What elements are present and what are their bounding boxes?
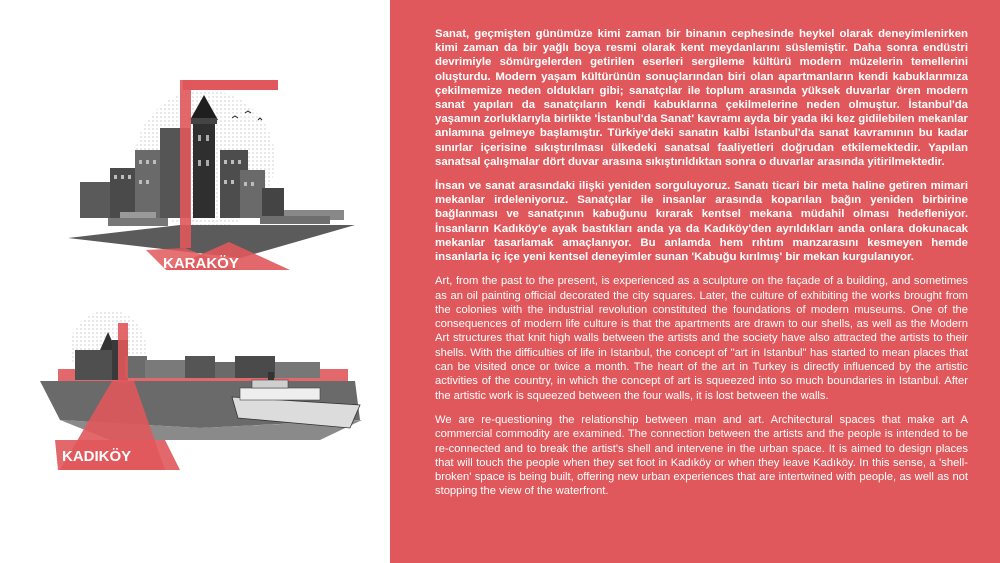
karakoy-collage (68, 80, 355, 272)
karakoy-red-bar (180, 80, 191, 248)
collage-illustrations (0, 0, 390, 563)
paragraph-turkish-1: Sanat, geçmişten günümüze kimi zaman bir binanın cephesinde heykel olarak deneyimlenirken kimi zaman da bir yağlı boya resmi olarak kent meydanlarını süslemiştir. Daha sonra endüstri devrimiyle sömürgelerden getirilen eserleri sergileme kültürü modern müzelerin temellerini oluşturdu. Modern yaşam kültürünün sonuçlarından biri olan apartmanların kendi kabuklarımıza çekilmemize neden oldukları gibi; sanatçılar ile toplum arasında yüksek duvarlar ören modern sanat yapıları da sanatçıların kendi kabuklarına çekilmelerine neden olmuştur. İstanbul'da yaşamın zorluklarıyla birlikte 'İstanbul'da Sanat' kavramı ayda bir yada iki kez gidilebilen mekanlar anlamına gelmeye başlamıştır. Türkiye'deki sanatın kalbi İstanbul'da sanat kavramının bu kadar sınırlar içerisine sıkıştırılması ülkedeki sanatsal faaliyetleri doğrudan etkilemektedir. Yapılan sanatsal çalışmalar dört duvar arasına sıkıştırıldıktan sonra o duvarlar arasında yitirilmektedir. (435, 28, 968, 168)
kadikoy-collage (40, 310, 362, 470)
ferry-shape-2 (260, 216, 330, 224)
kadikoy-label: KADIKÖY (62, 448, 132, 465)
paragraph-english-2: We are re-questioning the relationship between man and art. Architectural spaces that make art A commercial commodity are examined. The connection between the artists and the people is intended to be re-connected and to break the artist's shell and intervene in the urban space. It is aimed to design places that will touch the people when they set foot in Kadıköy or when they leave Kadıköy. In this sense, a 'shell-broken' space is being built, offering new urban experiences that are intertwined with people, as well as not stopping the view of the waterfront. (435, 413, 968, 498)
karakoy-label: KARAKÖY (163, 255, 239, 272)
karakoy-red-band-top (183, 80, 278, 90)
paragraph-turkish-2: İnsan ve sanat arasındaki ilişki yeniden sorguluyoruz. Sanatı ticari bir meta haline getiren mimari mekanlar irdeleniyoruz. Sanatçılar ile insanlar arasında koparılan bağın yeniden birbirine bağlanması ve sanatçının kabuğunu kırarak kentsel mekana müdahil olması hedefleniyor. İnsanların Kadıköy'e ayak bastıkları anda ya da Kadıköy'den ayrıldıkları anda onlara dokunacak mekanlar tasarlamak amaçlanıyor. Bu anlamda hem rıhtım manzarasını kesmeyen hemde insanlarla iç içe yeni kentsel deneyimler sunan 'Kabuğu kırılmış' bir mekan kurgulanıyor. (435, 180, 968, 264)
kadikoy-red-bar (118, 323, 128, 383)
ferry-shape (108, 218, 168, 226)
text-column (435, 27, 968, 509)
paragraph-english-1: Art, from the past to the present, is experienced as a sculpture on the façade of a building, and sometimes as an oil painting official decorated the city squares. Later, the culture of exhibiting the works brought from the colonies with the industrial revolution constituted the foundations of modern museums. One of the consequences of modern life culture is that the apartments are drawn to our shells, as well as the Modern Art structures that knit high walls between the artists and the society have also attracted the artists to their shells. With the difficulties of life in Istanbul, the concept of "art in Istanbul" has started to mean places that can be visited once or twice a month. The heart of the art in Turkey is directly influenced by the artistic activities of the country, in which the concept of art is squeezed into so much boundaries in Istanbul. After the artistic work is squeezed between the four walls, it is lost between the walls. (435, 275, 968, 402)
galata-tower (190, 95, 218, 218)
illustration-panel (0, 0, 390, 563)
